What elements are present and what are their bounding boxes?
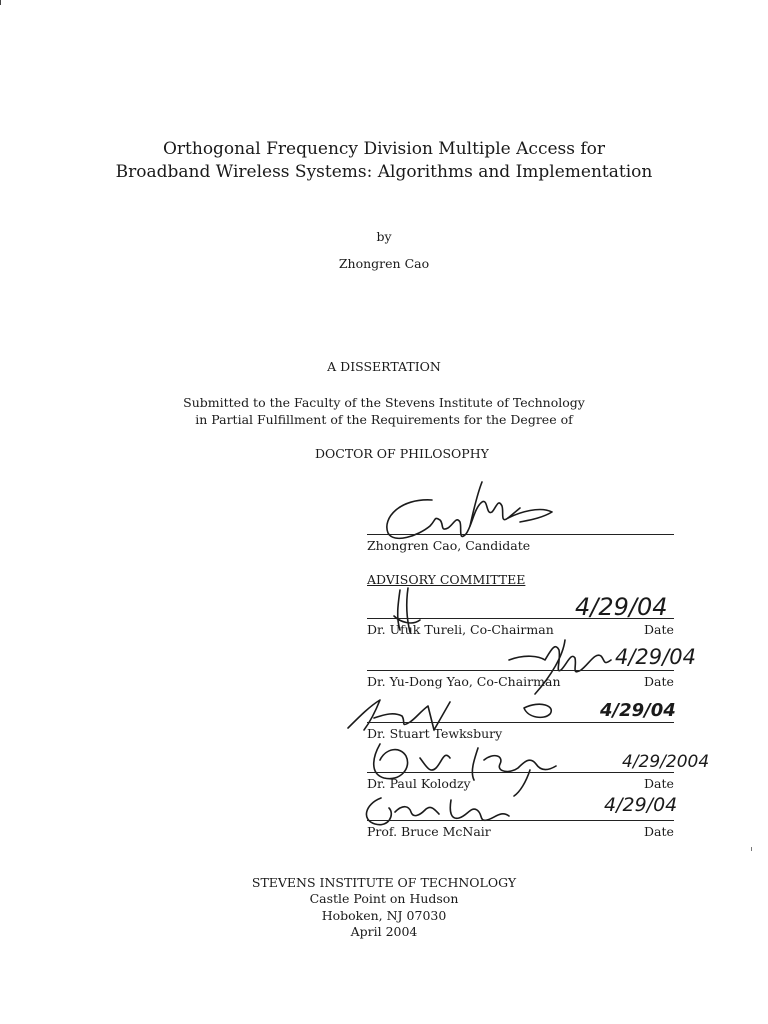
scan-mark <box>751 847 752 851</box>
member-5-name: Prof. Bruce McNair <box>367 824 491 839</box>
handwritten-date-4: 4/29/2004 <box>622 752 710 772</box>
candidate-signature-line <box>367 534 674 535</box>
member-3-name: Dr. Stuart Tewksbury <box>367 726 503 741</box>
submission-date: April 2004 <box>350 924 418 939</box>
member-4-date-label: Date <box>644 776 674 791</box>
institution-name: STEVENS INSTITUTE OF TECHNOLOGY <box>251 875 517 890</box>
institution-address-2: Hoboken, NJ 07030 <box>321 908 447 923</box>
member-1-date-label: Date <box>644 622 674 637</box>
member-4-signature-line <box>367 772 674 773</box>
title-line-2: Broadband Wireless Systems: Algorithms and Implementation <box>115 162 653 182</box>
scan-mark <box>0 0 1 5</box>
member-3-signature-line <box>367 722 674 723</box>
member-5-date-label: Date <box>644 824 674 839</box>
handwritten-date-2: 4/29/04 <box>615 645 696 669</box>
submitted-line-1: Submitted to the Faculty of the Stevens Institute of Technology <box>183 395 585 410</box>
author-name: Zhongren Cao <box>338 256 430 271</box>
member-1-signature-line <box>367 618 674 619</box>
by-label: by <box>376 229 392 244</box>
institution-address-1: Castle Point on Hudson <box>309 891 459 906</box>
committee-heading: ADVISORY COMMITTEE <box>367 572 526 587</box>
handwritten-date-5: 4/29/04 <box>604 794 678 816</box>
member-5-signature-line <box>367 820 674 821</box>
dissertation-label: A DISSERTATION <box>327 359 441 374</box>
member-1-name: Dr. Ufuk Tureli, Co-Chairman <box>367 622 554 637</box>
submitted-line-2: in Partial Fulfillment of the Requirements for the Degree of <box>195 412 573 427</box>
handwritten-date-3: 4/29/04 <box>600 700 676 721</box>
member-4-name: Dr. Paul Kolodzy <box>367 776 471 791</box>
title-line-1: Orthogonal Frequency Division Multiple Access for <box>162 139 606 159</box>
member-2-signature-line <box>367 670 674 671</box>
handwritten-date-1: 4/29/04 <box>575 593 668 621</box>
degree-name: DOCTOR OF PHILOSOPHY <box>315 446 489 461</box>
member-2-date-label: Date <box>644 674 674 689</box>
candidate-label: Zhongren Cao, Candidate <box>367 538 531 553</box>
member-2-name: Dr. Yu-Dong Yao, Co-Chairman <box>367 674 561 689</box>
